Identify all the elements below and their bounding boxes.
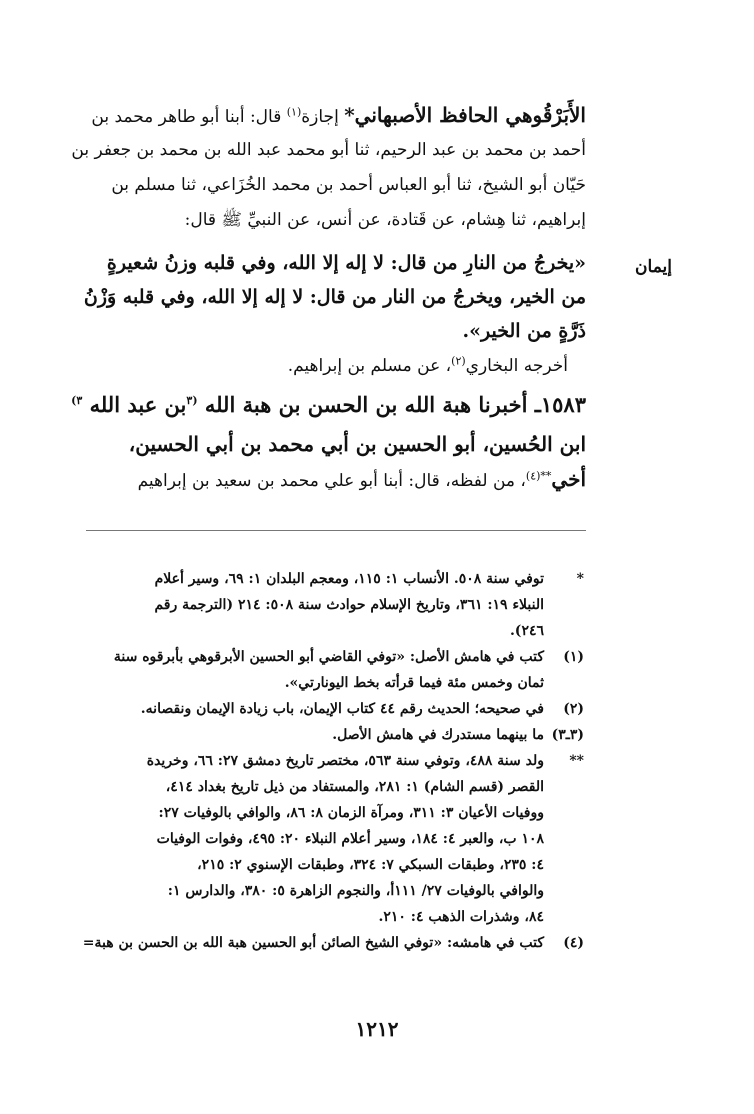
footnote-marker: (١) <box>563 649 584 665</box>
footnote-marker: ** <box>569 753 584 769</box>
footnote-line: ٤: ٢٣٥، وطبقات السبكي ٧: ٣٢٤، وطبقات الإسنوي ٢: ٢١٥، <box>197 857 544 873</box>
footnote <box>86 566 586 644</box>
footnote-marker: * <box>576 571 584 587</box>
footnote <box>86 696 586 722</box>
footnote <box>86 644 586 696</box>
footnote-line: ووفيات الأعيان ٣: ٣١١، ومرآة الزمان ٨: ٨٦، والوافي بالوفيات ٢٧: <box>158 805 544 821</box>
footnote-marker: (٢) <box>563 701 584 717</box>
footnote <box>86 722 586 748</box>
footnote-ref: (١) <box>286 105 302 119</box>
hadith-line: من الخير، ويخرجُ من النار من قال: لا إله إلا الله، وفي قلبه وَزْنُ <box>83 286 586 308</box>
hadith-line: ذَرَّةٍ من الخير». <box>462 320 586 342</box>
isnad-line: أحمد بن محمد بن عبد الرحيم، ثنا أبو محمد عبد الله بن محمد بن جعفر بن <box>71 140 586 160</box>
kinship-word: أخي <box>551 467 586 491</box>
isnad-line-bold: ابن الحُسين، أبو الحسين بن أبي محمد بن أبي الحسين، <box>128 432 586 456</box>
footnote-ref: ٣) <box>71 394 83 407</box>
page-number: ١٢١٢ <box>355 1017 399 1041</box>
footnote-ref: (٢) <box>451 354 466 368</box>
footnote-line: ٨٤، وشذرات الذهب ٤: ٢١٠. <box>378 909 544 925</box>
footnote <box>82 930 586 956</box>
heading-text: ١٥٨٣ـ أخبرنا هبة الله بن الحسن بن هبة الله <box>197 392 586 417</box>
footnote-line: والوافي بالوفيات ٢٧/ ١١١أ، والنجوم الزاهرة ٥: ٣٨٠، والدارس ١: <box>167 883 544 899</box>
footnote-marker: (٤) <box>563 935 584 951</box>
footnote-line: ثمان وخمس مئة فيما قرأته بخط اليونارتي». <box>284 675 544 691</box>
footnote-line: كتب في هامشه: «توفي الشيخ الصائن أبو الحسين هبة الله بن الحسن بن هبة= <box>82 935 544 951</box>
takhrij-line <box>86 348 586 384</box>
intro-line <box>86 98 586 133</box>
takhrij-text: ، عن مسلم بن إبراهيم. <box>287 356 452 376</box>
footnote-line: القصر (قسم الشام) ١: ٢٨١، والمستفاد من ذيل تاريخ بغداد ٤١٤، <box>165 779 544 795</box>
isnad-line <box>86 462 586 497</box>
footnote <box>86 748 586 930</box>
intro-tail: قال: أبنا أبو طاهر محمد بن <box>91 107 287 127</box>
footnote-line: توفي سنة ٥٠٨. الأنساب ١: ١١٥، ومعجم البلدان ١: ٦٩، وسير أعلام <box>154 571 544 587</box>
footnote-line: في صحيحه؛ الحديث رقم ٤٤ كتاب الإيمان، باب زيادة الإيمان ونقصانه. <box>140 701 544 717</box>
footnote-line: ولد سنة ٤٨٨، وتوفي سنة ٥٦٣، مختصر تاريخ دمشق ٢٧: ٦٦، وخريدة <box>146 753 544 769</box>
heading-text: بن عبد الله <box>82 392 187 417</box>
footnote-divider <box>86 530 586 531</box>
main-text <box>71 98 586 497</box>
footnote-ref: (٣ <box>186 394 198 407</box>
hadith-line: «يخرجُ من النارِ من قال: لا إله إلا الله، وفي قلبه وزنُ شعيرةٍ <box>106 252 586 274</box>
footnote-line: كتب في هامش الأصل: «توفي القاضي أبو الحسين الأبرقوهي بأبرقوه سنة <box>113 649 544 665</box>
margin-topic-label: إيمان <box>635 257 672 277</box>
footnote-line: ٢٤٦). <box>509 623 544 639</box>
footnote-line: ما بينهما مستدرك في هامش الأصل. <box>332 727 544 743</box>
takhrij-text: أخرجه البخاري <box>465 356 568 376</box>
hadith-number-heading <box>71 384 586 426</box>
isnad-line: حَيّان أبو الشيخ، ثنا أبو العباس أحمد بن محمد الخُزَاعي، ثنا مسلم بن <box>111 175 586 195</box>
isnad-line: إبراهيم، ثنا هِشام، عن قَتادة، عن أنس، عن النبيِّ ﷺ قال: <box>184 210 586 230</box>
footnote-marker: (٣ـ٣) <box>551 727 584 743</box>
isnad-text: ، من لفظه، قال: أبنا أبو علي محمد بن سعيد بن إبراهيم <box>137 471 526 491</box>
narrator-name: الأَبَرْقُوهي الحافظ الأصبهاني* <box>344 103 586 127</box>
footnote-line: النبلاء ١٩: ٣٦١، وتاريخ الإسلام حوادث سنة ٥٠٨: ٢١٤ (الترجمة رقم <box>154 597 544 613</box>
footnote-ref: **(٤) <box>525 469 552 483</box>
footnotes <box>82 566 586 956</box>
footnote-line: ١٠٨ ب، والعبر ٤: ١٨٤، وسير أعلام النبلاء ٢٠: ٤٩٥، وفوات الوفيات <box>156 831 544 847</box>
intro-text: إجازة <box>301 107 345 127</box>
